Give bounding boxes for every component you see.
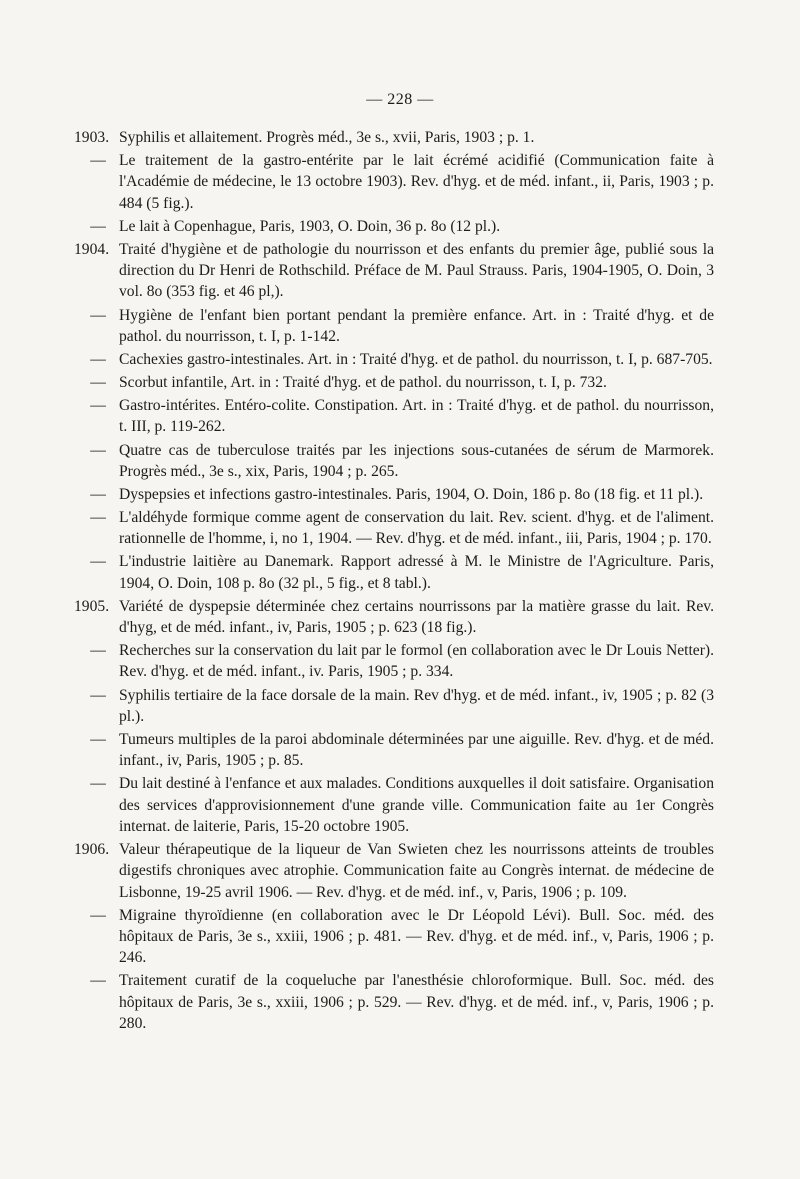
ditto-dash: — (90, 350, 106, 368)
ditto-dash: — (90, 441, 106, 459)
ditto-dash: — (90, 306, 106, 324)
year-mark: 1903. (74, 129, 110, 146)
page-number: — 228 — (366, 91, 434, 108)
bibliography-entry (74, 596, 714, 639)
bibliography-entry (74, 440, 714, 483)
ditto-dash: — (90, 553, 106, 571)
entry-text: Valeur thérapeutique de la liqueur de Van Swieten chez les nourrissons atteints de troubles digestifs chroniques avec atrophie. Communication faite au Congrès internat. de médecine de Lisbonne, 19-25 avril 1906. — Rev. d'hyg. et de méd. inf., v, Paris, 1906 ; p. 109. (119, 841, 714, 901)
ditto-dash: — (90, 686, 106, 704)
bibliography-list (74, 127, 714, 1036)
bibliography-entry (74, 839, 714, 903)
entry-text: Du lait destiné à l'enfance et aux malades. Conditions auxquelles il doit satisfaire. Organisation des services d'approvisionnement d'une grande ville. Communication faite au 1er Congrès internat. de laiterie, Paris, 15-20 octobre 1905. (119, 775, 714, 835)
entry-text: Gastro-intérites. Entéro-colite. Constipation. Art. in : Traité d'hyg. et de pathol. du nourrisson, t. III, p. 119-262. (119, 397, 714, 436)
entry-text: Hygiène de l'enfant bien portant pendant la première enfance. Art. in : Traité d'hyg. et de pathol. du nourrisson, t. I, p. 1-142. (119, 306, 714, 345)
ditto-dash: — (90, 397, 106, 415)
entry-text: Recherches sur la conservation du lait par le formol (en collaboration avec le Dr Louis Netter). Rev. d'hyg. et de méd. infant., iv. Paris, 1905 ; p. 334. (119, 642, 714, 681)
ditto-dash: — (90, 730, 106, 748)
bibliography-entry (74, 349, 714, 370)
year-mark: 1904. (74, 240, 110, 258)
entry-text: Le lait à Copenhague, Paris, 1903, O. Doin, 36 p. 8o (12 pl.). (119, 217, 501, 235)
bibliography-entry (74, 640, 714, 683)
entry-text: Syphilis et allaitement. Progrès méd., 3e s., xvii, Paris, 1903 ; p. 1. (119, 129, 535, 146)
bibliography-entry (74, 372, 714, 393)
ditto-dash: — (90, 485, 106, 503)
ditto-dash: — (90, 152, 106, 170)
ditto-dash: — (90, 642, 106, 660)
bibliography-entry (74, 551, 714, 594)
entry-text: Traitement curatif de la coqueluche par l'anesthésie chloroformique. Bull. Soc. méd. des hôpitaux de Paris, 3e s., xxiii, 1906 ; p. 529. — Rev. d'hyg. et de méd. inf., v, Paris, 1906 ; p. 280. (119, 972, 714, 1033)
bibliography-entry (74, 507, 714, 550)
entry-text: Le traitement de la gastro-entérite par le lait écrémé acidifié (Communication faite à l'Académie de médecine, le 13 octobre 1903). Rev. d'hyg. et de méd. infant., ii, Paris, 1903 ; p. 484 (5 fig.). (119, 152, 714, 212)
entry-text: Traité d'hygiène et de pathologie du nourrisson et des enfants du premier âge, publié sous la direction du Dr Henri de Rothschild. Préface de M. Paul Strauss. Paris, 1904-1905, O. Doin, 3 vol. 8o (353 fig. et 46 pl,). (119, 240, 714, 301)
entry-text: Scorbut infantile, Art. in : Traité d'hyg. et de pathol. du nourrisson, t. I, p. 732. (119, 374, 607, 392)
entry-text: Variété de dyspepsie déterminée chez certains nourrissons par la matière grasse du lait. Rev. d'hyg, et de méd. infant., iv, Paris, 1905 ; p. 623 (18 fig.). (119, 597, 714, 637)
year-mark: 1905. (74, 597, 110, 615)
entry-text: L'industrie laitière au Danemark. Rapport adressé à M. le Ministre de l'Agriculture. Paris, 1904, O. Doin, 108 p. 8o (32 pl., 5 fig., et 8 tabl.). (119, 553, 714, 592)
year-mark: 1906. (74, 841, 110, 859)
entry-text: L'aldéhyde formique comme agent de conservation du lait. Rev. scient. d'hyg. et de l'aliment. rationnelle de l'homme, i, no 1, 1904. — Rev. d'hyg. et de méd. infant., iii, Paris, 1904 ; p. 170. (119, 509, 714, 548)
ditto-dash: — (90, 509, 106, 527)
entry-text: Cachexies gastro-intestinales. Art. in : Traité d'hyg. et de pathol. du nourrisson, t. I, p. 687-705. (119, 350, 713, 368)
entry-text: Dyspepsies et infections gastro-intestinales. Paris, 1904, O. Doin, 186 p. 8o (18 fig. et 11 pl.). (119, 485, 704, 503)
entry-text: Syphilis tertiaire de la face dorsale de la main. Rev d'hyg. et de méd. infant., iv, 1905 ; p. 82 (3 pl.). (119, 686, 714, 725)
ditto-dash: — (90, 906, 106, 924)
bibliography-entry (74, 729, 714, 772)
entry-text: Migraine thyroïdienne (en collaboration avec le Dr Léopold Lévi). Bull. Soc. méd. des hôpitaux de Paris, 3e s., xxiii, 1906 ; p. 481. — Rev. d'hyg. et de méd. inf., v, Paris, 1906 ; p. 246. (119, 906, 714, 967)
bibliography-entry (74, 395, 714, 438)
bibliography-entry (74, 685, 714, 728)
bibliography-entry (74, 970, 714, 1034)
bibliography-entry (74, 484, 714, 505)
entry-text: Quatre cas de tuberculose traités par les injections sous-cutanées de sérum de Marmorek. Progrès méd., 3e s., xix, Paris, 1904 ; p. 265. (119, 441, 714, 480)
ditto-dash: — (90, 217, 106, 235)
ditto-dash: — (90, 374, 106, 392)
bibliography-entry (74, 305, 714, 348)
entry-text: Tumeurs multiples de la paroi abdominale déterminées par une aiguille. Rev. d'hyg. et de méd. infant., iv, Paris, 1905 ; p. 85. (119, 730, 714, 770)
bibliography-entry (74, 216, 714, 237)
bibliography-entry (74, 239, 714, 303)
ditto-dash: — (90, 972, 106, 990)
bibliography-entry (74, 773, 714, 837)
ditto-dash: — (90, 775, 106, 793)
bibliography-entry (74, 905, 714, 969)
bibliography-entry (74, 150, 714, 214)
bibliography-entry (74, 127, 714, 148)
